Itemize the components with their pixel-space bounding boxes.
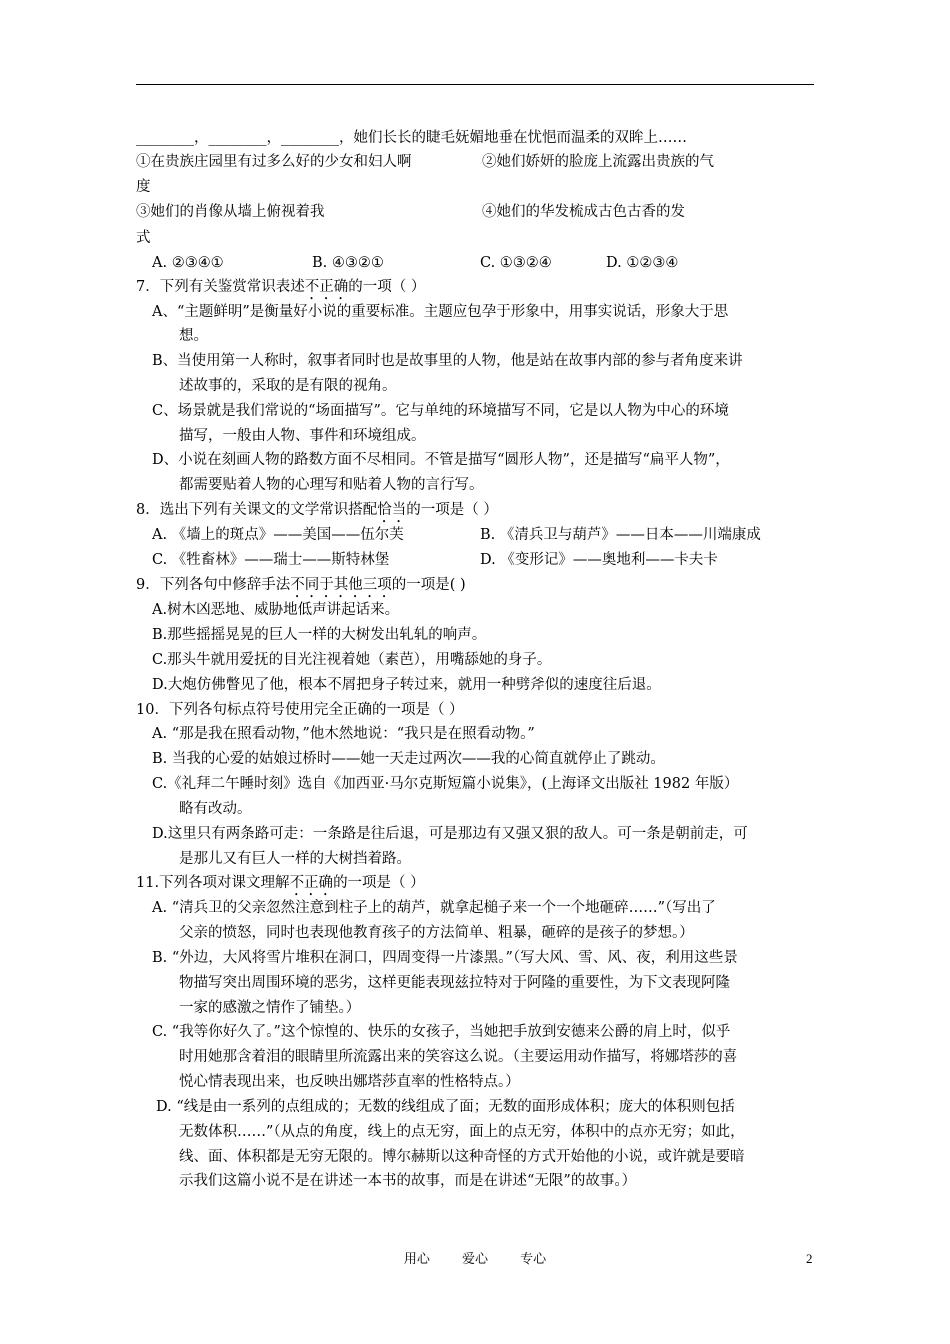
- footer-word-1: 用心: [403, 1252, 430, 1267]
- q9-option-c: C.那头牛就用爱抚的目光注视着她（素芭），用嘴舔她的身子。: [152, 652, 552, 668]
- q7-option-a: A、“主题鲜明”是衡量好小说的重要标准。主题应包孕于形象中，用事实说话，形象大于思: [152, 304, 729, 320]
- q7-option-c-cont: 描写，一般由人物、事件和环境组成。: [179, 428, 426, 444]
- q10-option-b: B. 当我的心爱的姑娘过桥时——她一天走过两次——我的心简直就停止了跳动。: [152, 751, 665, 767]
- q6-option-2-wrap: 度: [136, 179, 151, 195]
- q10-option-a: A. “那是我在照看动物，”他木然地说：“我只是在照看动物。”: [152, 726, 535, 742]
- q6-option-2: ②她们娇妍的脸庞上流露出贵族的气: [482, 154, 714, 170]
- q11-emphasis: 不正确: [289, 875, 334, 891]
- q6-choice-b: B. ④③②①: [312, 255, 384, 271]
- q11-option-c-cont2: 悦心情表现出来，也反映出娜塔莎直率的性格特点。）: [179, 1074, 520, 1090]
- q8-option-b: B. 《清兵卫与葫芦》——日本——川端康成: [480, 527, 761, 543]
- q11-option-d-cont2: 线、面、体积都是无穷无限的。博尔赫斯以这种奇怪的方式开始他的小说，或许就是要暗: [179, 1149, 745, 1165]
- footer-word-2: 爱心: [461, 1252, 488, 1267]
- q7-option-b: B、当使用第一人称时，叙事者同时也是故事里的人物，他是站在故事内部的参与者角度来讲: [152, 353, 743, 369]
- q8-option-a: A. 《墙上的斑点》——美国——伍尔芙: [152, 527, 404, 543]
- q11-option-d: D. “线是由一系列的点组成的；无数的线组成了面；无数的面形成体积；庞大的体积则包括: [156, 1099, 735, 1115]
- q7-option-d: D、小说在刻画人物的路数方面不尽相同。不管是描写“圆形人物”，还是描写“扁平人物”，: [152, 452, 730, 468]
- q8-emphasis: 恰当: [377, 502, 407, 518]
- q8-option-c: C. 《牲畜林》——瑞士——斯特林堡: [152, 552, 390, 568]
- q11-option-c-cont: 时用她那含着泪的眼睛里所流露出来的笑容这么说。（主要运用动作描写，将娜塔莎的喜: [179, 1049, 738, 1065]
- q11-option-d-cont3: 示我们这篇小说不是在讲述一本书的故事，而是在讲述“无限”的故事。）: [179, 1173, 637, 1189]
- q6-option-3: ③她们的肖像从墙上俯视着我: [136, 204, 325, 220]
- q7-option-a-cont: 想。: [179, 328, 208, 344]
- q8-stem: 8．选出下列有关课文的文学常识搭配恰当的一项是（ ）: [136, 502, 498, 518]
- q11-stem: 11.下列各项对课文理解不正确的一项是（ ）: [136, 875, 425, 891]
- q10-option-d: D.这里只有两条路可走：一条路是往后退，可是那边有又强又狠的敌人。可一条是朝前走，可: [152, 826, 748, 842]
- q6-option-4-wrap: 式: [136, 230, 151, 246]
- q6-option-1: ①在贵族庄园里有过多么好的少女和妇人啊: [136, 154, 412, 170]
- footer-word-3: 专心: [520, 1252, 547, 1267]
- q9-emphasis: 不同于其他三项: [290, 577, 392, 593]
- q6-choice-a: A. ②③④①: [152, 255, 224, 271]
- q11-option-a-cont: 父亲的愤怒，同时也表现他教育孩子的方法简单、粗暴，砸碎的是孩子的梦想。）: [179, 925, 694, 941]
- q9-option-a: A.树木凶恶地、威胁地低声讲起话来。: [152, 602, 400, 618]
- page-number: 2: [806, 1251, 813, 1266]
- q6-choice-d: D. ①②③④: [606, 255, 679, 271]
- q9-option-d: D.大炮仿佛瞥见了他，根本不屑把身子转过来，就用一种劈斧似的速度往后退。: [152, 677, 661, 693]
- q9-option-b: B.那些摇摇晃晃的巨人一样的大树发出轧轧的响声。: [152, 627, 487, 643]
- header-rule: [136, 84, 814, 85]
- q7-emphasis: 不正确: [304, 279, 349, 295]
- q7-option-d-cont: 都需要贴着人物的心理写和贴着人物的言行写。: [179, 477, 484, 493]
- q7-option-b-cont: 述故事的，采取的是有限的视角。: [179, 378, 397, 394]
- q8-option-d: D. 《变形记》——奥地利——卡夫卡: [480, 552, 718, 568]
- q10-option-d-cont: 是那儿又有巨人一样的大树挡着路。: [179, 851, 411, 867]
- q6-choice-c: C. ①③②④: [480, 255, 552, 271]
- q6-stem: ________，________，________，她们长长的睫毛妩媚地垂在忧悒而温柔的双眸上……: [136, 130, 687, 146]
- q7-option-c: C、场景就是我们常说的“场面描写”。它与单纯的环境描写不同，它是以人物为中心的环境: [152, 403, 729, 419]
- q11-option-c: C. “我等你好久了。”这个惊惶的、快乐的女孩子，当她把手放到安德来公爵的肩上时，似乎: [152, 1024, 731, 1040]
- q7-stem: 7．下列有关鉴赏常识表述不正确的一项（ ）: [136, 279, 426, 295]
- q10-stem: 10．下列各句标点符号使用完全正确的一项是（ ）: [136, 702, 464, 718]
- q6-option-4: ④她们的华发梳成古色古香的发: [482, 204, 685, 220]
- q10-option-c: C.《礼拜二午睡时刻》选自《加西亚·马尔克斯短篇小说集》，(上海译文出版社 1982 年版）: [152, 776, 739, 792]
- q10-option-c-cont: 略有改动。: [179, 801, 252, 817]
- q11-option-b-cont2: 一家的感激之情作了铺垫。）: [179, 1000, 361, 1016]
- q11-option-a: A. “清兵卫的父亲忽然注意到柱子上的葫芦，就拿起槌子来一个一个地砸碎……”（写出了: [152, 900, 716, 916]
- q11-option-b: B. “外边，大风将雪片堆积在洞口，四周变得一片漆黑。”（写大风、雪、风、夜，利用这些景: [152, 950, 738, 966]
- q11-option-d-cont: 无数体积……”（从点的角度，线上的点无穷，面上的点无穷，体积中的点亦无穷；如此，: [179, 1124, 745, 1140]
- q9-stem: 9．下列各句中修辞手法不同于其他三项的一项是( ): [136, 577, 466, 593]
- q11-option-b-cont: 物描写突出周围环境的恶劣，这样更能表现兹拉特对于阿隆的重要性，为下文表现阿隆: [179, 975, 730, 991]
